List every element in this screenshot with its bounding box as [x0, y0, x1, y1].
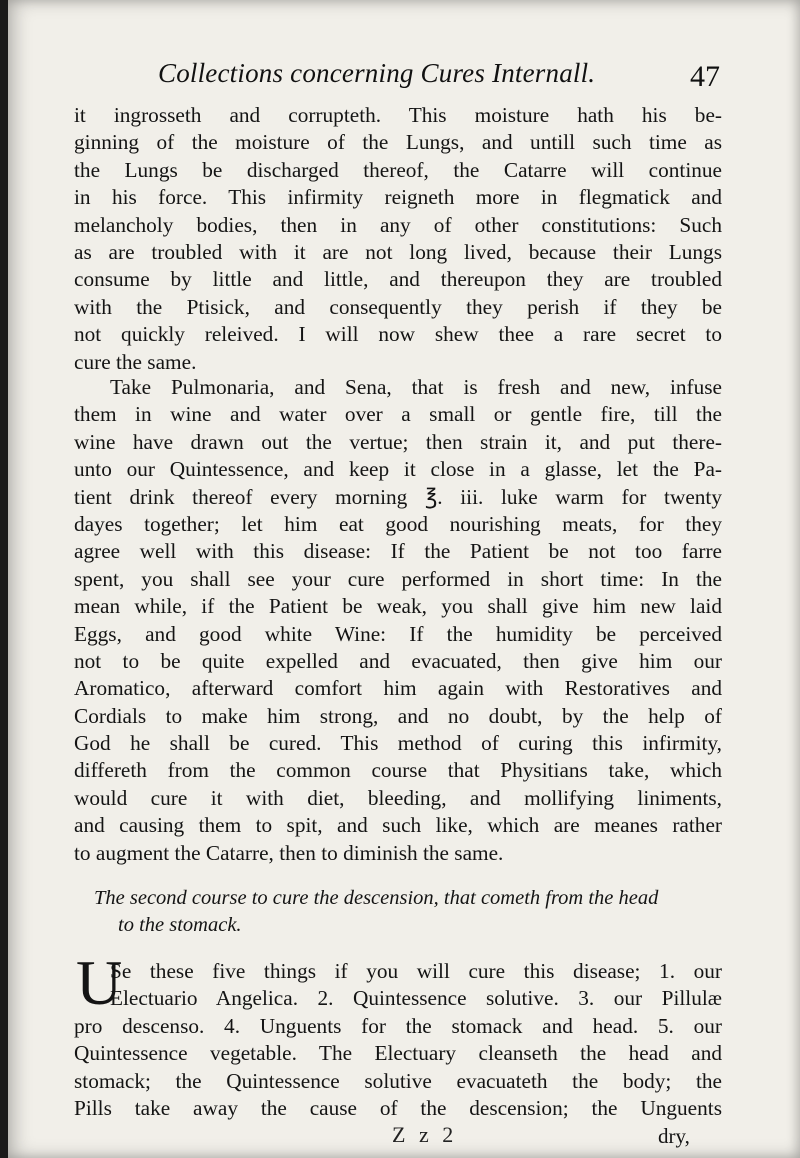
- paragraph-3: [74, 958, 722, 1122]
- text-line: mean while, if the Patient be weak, you shall give him new laid: [74, 594, 722, 619]
- page-header: [158, 58, 740, 94]
- text-line: dayes together; let him eat good nourishing meats, for they: [74, 511, 722, 536]
- text-line: wine have drawn out the vertue; then strain it, and put there-: [74, 429, 722, 454]
- text-line: them in wine and water over a small or gentle fire, till the: [74, 402, 722, 427]
- section-heading: [94, 884, 724, 939]
- text-line: pro descenso. 4. Unguents for the stomack and head. 5. our: [74, 1013, 722, 1038]
- paragraph-1: [74, 102, 722, 376]
- text-line: spent, you shall see your cure performed in short time: In the: [74, 566, 722, 591]
- text-line: Pills take away the cause of the descension; the Unguents: [74, 1095, 722, 1120]
- text-line: Take Pulmonaria, and Sena, that is fresh and new, infuse: [110, 375, 722, 399]
- text-line: not to be quite expelled and evacuated, then give him our: [74, 648, 722, 673]
- drop-cap: U: [76, 947, 123, 1018]
- text-line: the Lungs be discharged thereof, the Catarre will continue: [74, 157, 722, 182]
- text-line: God he shall be cured. This method of curing this infirmity,: [74, 731, 722, 756]
- text-line: Electuario Angelica. 2. Quintessence solutive. 3. our Pillulæ: [110, 986, 722, 1011]
- text-line: Se these five things if you will cure this disease; 1. our: [110, 959, 722, 983]
- text-line: tient drink thereof every morning ℥. iii. luke warm for twenty: [74, 484, 722, 509]
- heading-line: The second course to cure the descension, that cometh from the head: [94, 887, 659, 909]
- text-line: as are troubled with it are not long lived, because their Lungs: [74, 239, 722, 264]
- text-line: stomack; the Quintessence solutive evacuateth the body; the: [74, 1068, 722, 1093]
- text-line: Aromatico, afterward comfort him again with Restoratives and: [74, 676, 722, 701]
- text-line: with the Ptisick, and consequently they perish if they be: [74, 294, 722, 319]
- text-line: Eggs, and good white Wine: If the humidity be perceived: [74, 621, 722, 646]
- signature-mark: Z z 2: [392, 1122, 458, 1147]
- text-line: consume by little and little, and thereupon they are troubled: [74, 267, 722, 292]
- catchword: dry,: [658, 1124, 690, 1148]
- text-line: to augment the Catarre, then to diminish the same.: [74, 840, 504, 865]
- text-line: agree well with this disease: If the Patient be not too farre: [74, 539, 722, 564]
- text-line: ginning of the moisture of the Lungs, and untill such time as: [74, 130, 722, 155]
- paragraph-2: [74, 374, 722, 867]
- text-line: and causing them to spit, and such like, which are meanes rather: [74, 813, 722, 838]
- book-page: [8, 0, 800, 1158]
- text-line: it ingrosseth and corrupteth. This moisture hath his be-: [74, 103, 722, 127]
- text-line: not quickly releived. I will now shew thee a rare secret to: [74, 322, 722, 347]
- running-title: Collections concerning Cures Internall.: [158, 58, 596, 88]
- text-line: unto our Quintessence, and keep it close in a glasse, let the Pa-: [74, 457, 722, 482]
- heading-line: to the stomack.: [118, 914, 242, 937]
- text-line: melancholy bodies, then in any of other constitutions: Such: [74, 212, 722, 237]
- text-line: Cordials to make him strong, and no doubt, by the help of: [74, 703, 722, 728]
- text-line: differeth from the common course that Physitians take, which: [74, 758, 722, 783]
- text-line: cure the same.: [74, 349, 197, 374]
- text-line: in his force. This infirmity reigneth more in flegmatick and: [74, 185, 722, 210]
- text-line: would cure it with diet, bleeding, and mollifying liniments,: [74, 785, 722, 810]
- page-number: 47: [690, 60, 720, 93]
- text-line: Quintessence vegetable. The Electuary cleanseth the head and: [74, 1041, 722, 1066]
